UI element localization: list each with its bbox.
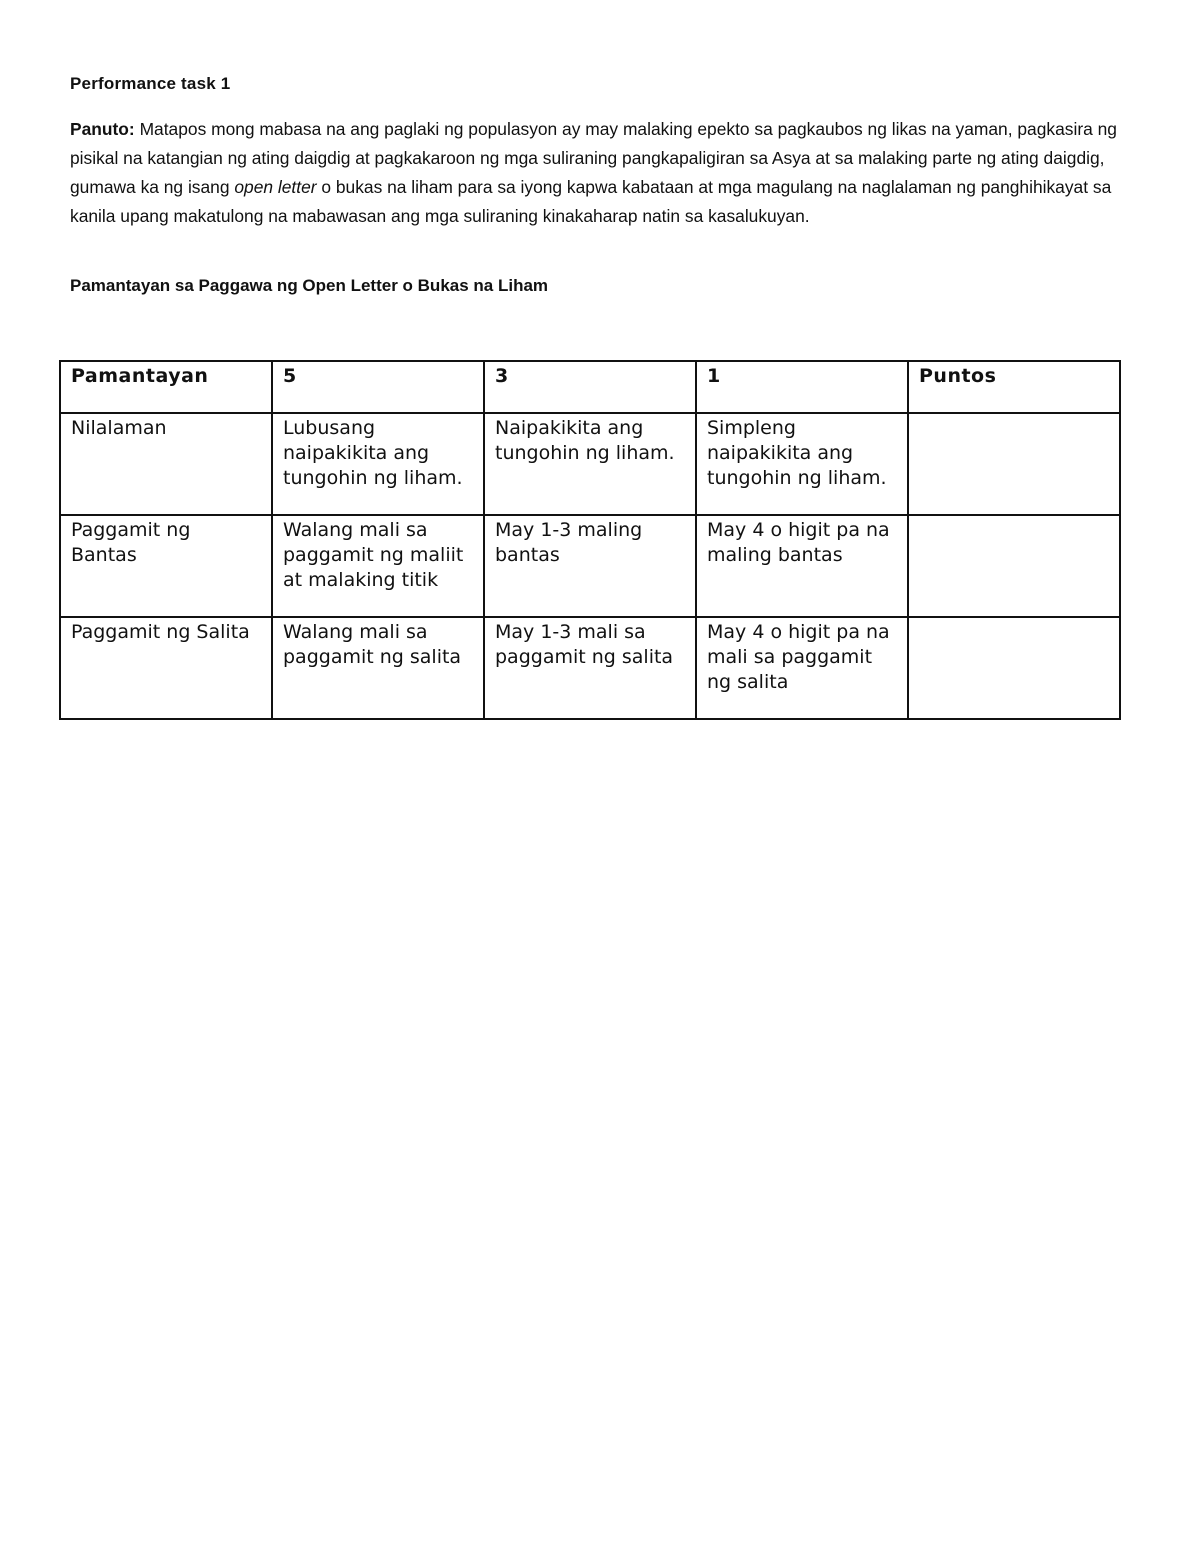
- instructions-label: Panuto:: [70, 119, 135, 139]
- table-row: [60, 413, 1120, 515]
- header-points: Puntos: [908, 361, 1120, 413]
- score-1-cell: May 4 o higit pa na mali sa paggamit ng salita: [696, 617, 908, 719]
- instructions-paragraph: [70, 115, 1130, 231]
- criterion-cell: Nilalaman: [60, 413, 272, 515]
- instructions-text-part-1: Matapos mong mabasa na ang paglaki ng populasyon ay may malaking epekto sa pagkaubos ng likas na yaman, pagkasira ng pisikal na katangian ng ating daigdig at pagkakaroon ng mga suliraning pangkapaligiran sa Asya at sa malaking parte ng ating daigdig, gumawa ka ng isang: [70, 119, 1117, 197]
- header-score-3: 3: [484, 361, 696, 413]
- score-3-cell: Naipakikita ang tungohin ng liham.: [484, 413, 696, 515]
- rubric-header-row: [60, 361, 1120, 413]
- points-cell: [908, 413, 1120, 515]
- document-title: Performance task 1: [70, 74, 231, 93]
- header-criterion: Pamantayan: [60, 361, 272, 413]
- points-cell: [908, 515, 1120, 617]
- score-5-cell: Walang mali sa paggamit ng salita: [272, 617, 484, 719]
- header-score-1: 1: [696, 361, 908, 413]
- criterion-cell: Paggamit ng Bantas: [60, 515, 272, 617]
- instructions-italic-term: open letter: [234, 177, 317, 197]
- table-row: [60, 617, 1120, 719]
- score-3-cell: May 1-3 mali sa paggamit ng salita: [484, 617, 696, 719]
- rubric-subtitle: Pamantayan sa Paggawa ng Open Letter o Bukas na Liham: [70, 276, 549, 295]
- score-5-cell: Walang mali sa paggamit ng maliit at malaking titik: [272, 515, 484, 617]
- score-5-cell: Lubusang naipakikita ang tungohin ng liham.: [272, 413, 484, 515]
- points-cell: [908, 617, 1120, 719]
- instructions-text-part-2: o bukas na liham para sa iyong kapwa kabataan at mga magulang na naglalaman ng panghihikayat sa kanila upang makatulong na mabawasan ang mga suliraning kinakaharap natin sa kasalukuyan.: [70, 177, 1112, 226]
- rubric-table: [59, 360, 1121, 720]
- header-score-5: 5: [272, 361, 484, 413]
- score-1-cell: Simpleng naipakikita ang tungohin ng liham.: [696, 413, 908, 515]
- score-1-cell: May 4 o higit pa na maling bantas: [696, 515, 908, 617]
- criterion-cell: Paggamit ng Salita: [60, 617, 272, 719]
- score-3-cell: May 1-3 maling bantas: [484, 515, 696, 617]
- table-row: [60, 515, 1120, 617]
